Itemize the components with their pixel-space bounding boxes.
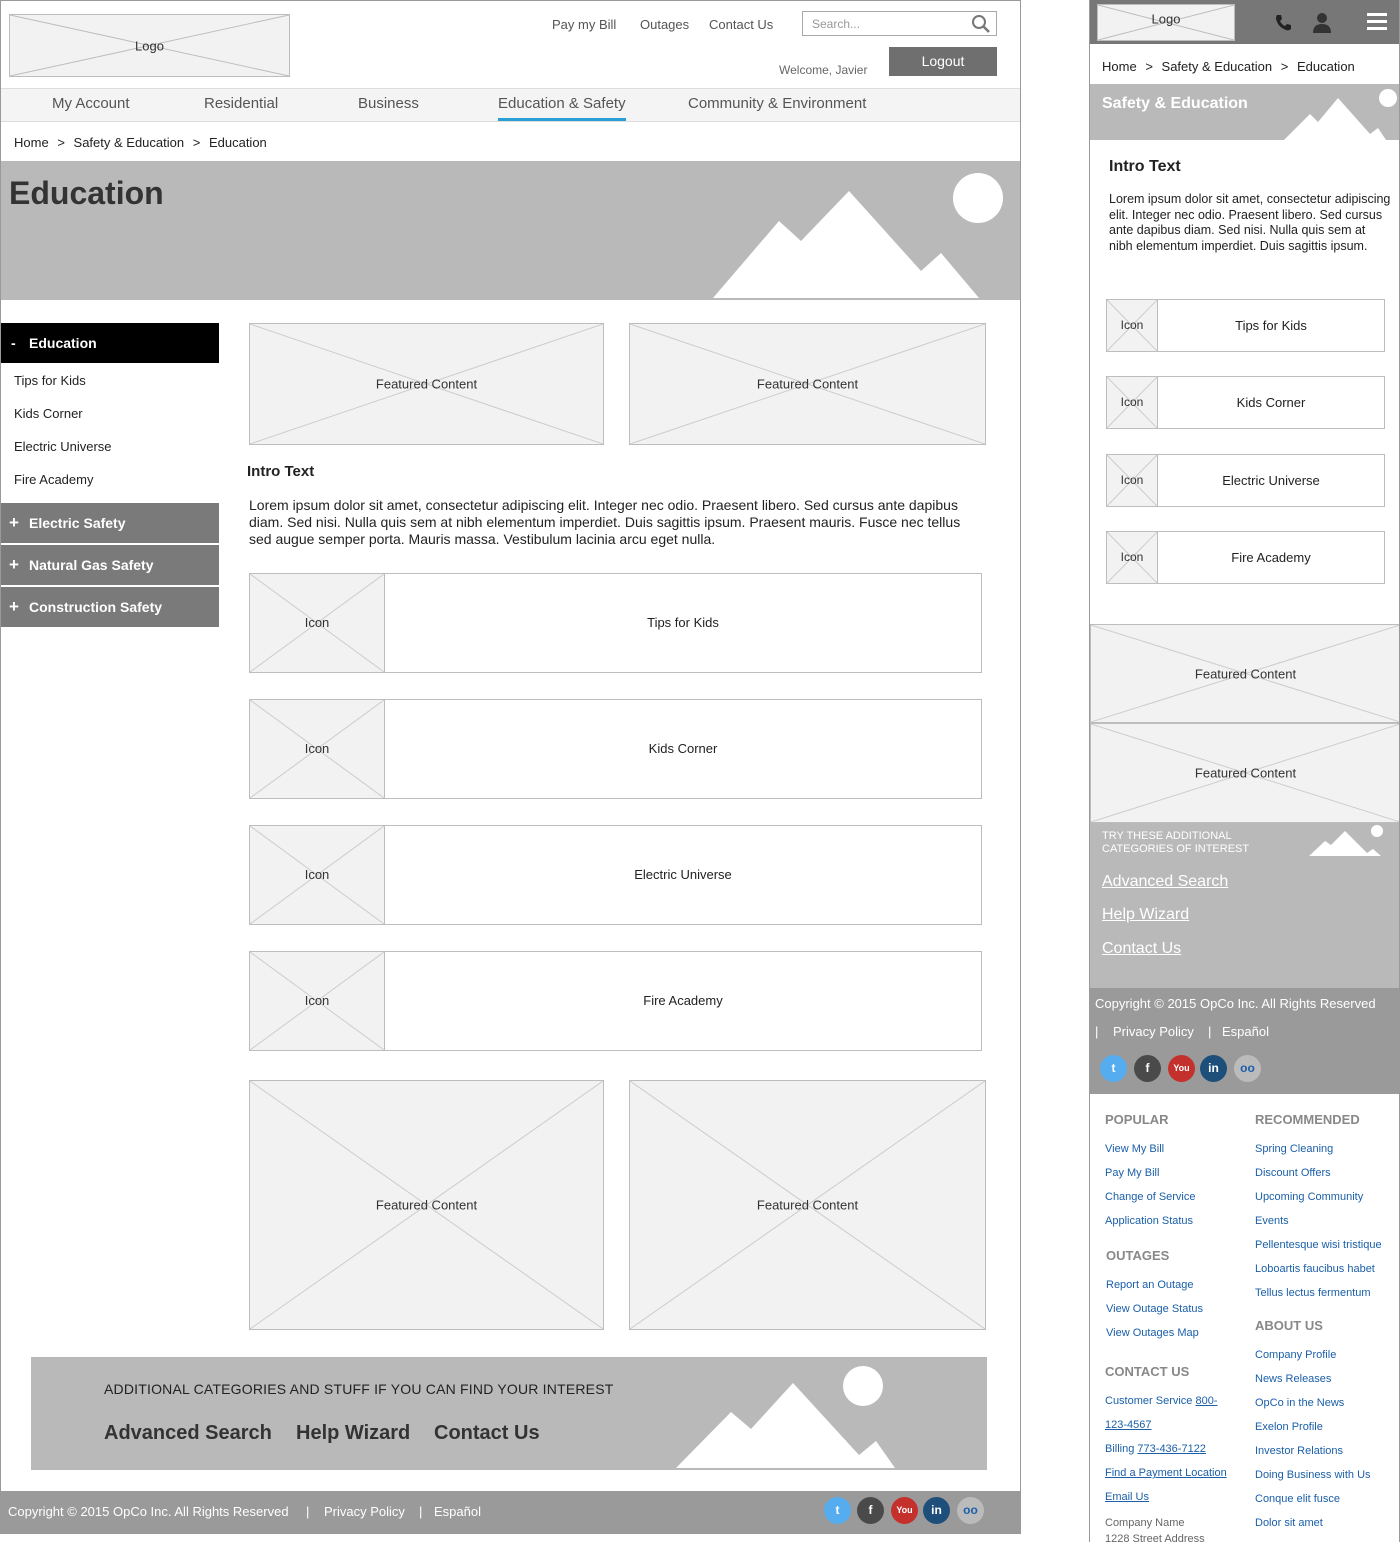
- sidebar-section-natural-gas-safety[interactable]: [1, 545, 219, 585]
- popular-title: POPULAR: [1105, 1112, 1169, 1127]
- company-address: 1228 Street Address: [1105, 1533, 1205, 1542]
- recommended-title: RECOMMENDED: [1255, 1112, 1360, 1127]
- crumb-home[interactable]: Home: [14, 135, 49, 150]
- additional-caption: ADDITIONAL CATEGORIES AND STUFF IF YOU CAN FIND YOUR INTEREST: [104, 1381, 614, 1397]
- intro-title: Intro Text: [1109, 158, 1181, 175]
- crumb-sep: >: [1280, 59, 1289, 74]
- list-item-tips-for-kids[interactable]: [1106, 299, 1385, 352]
- espanol-link[interactable]: Español: [434, 1504, 481, 1519]
- popular-column: [1105, 1112, 1245, 1233]
- company-name: Company Name: [1105, 1517, 1185, 1529]
- logo[interactable]: [1097, 4, 1235, 41]
- menu-icon[interactable]: [1366, 11, 1388, 33]
- crumb-current: Education: [208, 135, 267, 150]
- link-billing[interactable]: [1105, 1437, 1245, 1461]
- search-placeholder: Search...: [812, 17, 861, 31]
- link-customer-service[interactable]: [1105, 1389, 1245, 1413]
- mountain-image-icon: [701, 161, 1021, 300]
- hero-banner: [1, 161, 1021, 300]
- placeholder-image-icon: [250, 952, 385, 1050]
- sidebar-section-label: Electric Safety: [29, 515, 126, 531]
- expand-icon: +: [9, 597, 19, 616]
- facebook-icon[interactable]: f: [857, 1497, 884, 1524]
- about-title: ABOUT US: [1255, 1318, 1323, 1333]
- main-nav: [1, 88, 1021, 122]
- list-item-fire-academy[interactable]: [1106, 531, 1385, 584]
- flickr-icon[interactable]: oo: [1234, 1055, 1261, 1082]
- link-opco-in-news[interactable]: OpCo in the News: [1255, 1397, 1345, 1409]
- intro-title: Intro Text: [247, 463, 315, 480]
- icon-label: Icon: [1120, 318, 1144, 332]
- footer: [1, 1491, 1021, 1534]
- list-item-electric-universe[interactable]: [249, 825, 982, 925]
- sidebar-section-label: Construction Safety: [29, 599, 163, 615]
- twitter-icon[interactable]: t: [1100, 1055, 1127, 1082]
- featured-label: Featured Content: [375, 1197, 478, 1213]
- sidebar-section-construction-safety[interactable]: [1, 587, 219, 627]
- featured-label: Featured Content: [756, 376, 859, 392]
- footer-sep: |: [1208, 1024, 1212, 1039]
- espanol-link[interactable]: Español: [1222, 1024, 1269, 1039]
- placeholder-image-icon: [1107, 377, 1158, 428]
- linkedin-icon[interactable]: in: [1200, 1055, 1227, 1082]
- billing-phone[interactable]: 773-436-7122: [1137, 1443, 1206, 1455]
- featured-label: Featured Content: [756, 1197, 859, 1213]
- outages-link[interactable]: Outages: [640, 17, 690, 32]
- link-loboartis[interactable]: Loboartis faucibus habet: [1255, 1263, 1375, 1275]
- collapse-icon: -: [11, 335, 16, 351]
- link-view-outages-map[interactable]: View Outages Map: [1106, 1327, 1199, 1339]
- logo-label: Logo: [135, 38, 164, 53]
- mobile-wireframe: [1089, 0, 1400, 1542]
- expand-icon: +: [9, 555, 19, 574]
- crumb-sep: >: [1145, 59, 1153, 74]
- crumb-current: Education: [1296, 59, 1355, 74]
- contact-us-link[interactable]: Contact Us: [434, 1422, 540, 1444]
- icon-label: Icon: [1120, 473, 1144, 487]
- link-discount-offers[interactable]: Discount Offers: [1255, 1167, 1331, 1179]
- placeholder-image-icon: [250, 574, 385, 672]
- link-email-us[interactable]: [1105, 1485, 1245, 1509]
- sidebar-item-kids-corner[interactable]: Kids Corner: [14, 406, 83, 421]
- contact-title: CONTACT US: [1105, 1364, 1190, 1379]
- contact-us-link[interactable]: Contact Us: [1102, 940, 1182, 957]
- sidebar-item-tips-for-kids[interactable]: Tips for Kids: [14, 373, 86, 388]
- link-doing-business[interactable]: Doing Business with Us: [1255, 1469, 1371, 1481]
- logo[interactable]: [9, 14, 290, 77]
- link-payment-location[interactable]: [1105, 1461, 1245, 1485]
- outages-title: OUTAGES: [1106, 1248, 1170, 1263]
- featured-content[interactable]: [249, 1080, 604, 1330]
- link-exelon-profile[interactable]: Exelon Profile: [1255, 1421, 1323, 1433]
- mountain-image-icon: [1280, 84, 1400, 140]
- privacy-link[interactable]: Privacy Policy: [1113, 1024, 1194, 1039]
- icon-label: Icon: [304, 867, 330, 882]
- link-dolor-sit-amet[interactable]: Dolor sit amet: [1255, 1517, 1323, 1529]
- search-icon[interactable]: [971, 14, 991, 34]
- icon-label: Icon: [1120, 395, 1144, 409]
- crumb-safety[interactable]: Safety & Education: [1161, 59, 1273, 74]
- list-item-label: Kids Corner: [648, 741, 718, 756]
- icon-label: Icon: [304, 615, 330, 630]
- search-input[interactable]: [802, 11, 997, 36]
- link-upcoming-community[interactable]: Upcoming Community: [1255, 1191, 1364, 1203]
- copyright: Copyright © 2015 OpCo Inc. All Rights Reserved: [1095, 996, 1376, 1011]
- crumb-sep: >: [192, 135, 201, 150]
- footer: [1090, 988, 1400, 1094]
- list-item-label: Electric Universe: [634, 867, 732, 882]
- crumb-safety[interactable]: Safety & Education: [73, 135, 185, 150]
- breadcrumb: [14, 135, 272, 150]
- additional-caption: TRY THESE ADDITIONAL CATEGORIES OF INTEREST: [1102, 830, 1250, 855]
- link-spring-cleaning[interactable]: Spring Cleaning: [1255, 1143, 1334, 1155]
- crumb-home[interactable]: Home: [1102, 59, 1137, 74]
- email-us-text[interactable]: Email Us: [1105, 1491, 1150, 1503]
- sidebar-section-education[interactable]: [1, 323, 219, 363]
- breadcrumb: [1102, 59, 1360, 74]
- customer-service-label: Customer Service: [1105, 1395, 1193, 1407]
- featured-label: Featured Content: [1194, 765, 1297, 781]
- youtube-icon[interactable]: You: [891, 1497, 918, 1524]
- nav-community[interactable]: Community & Environment: [688, 95, 867, 112]
- mobile-header: [1090, 0, 1400, 44]
- pay-bill-link[interactable]: Pay my Bill: [552, 17, 617, 32]
- link-application-status[interactable]: Application Status: [1105, 1215, 1194, 1227]
- phone-icon[interactable]: [1274, 14, 1292, 32]
- icon-label: Icon: [304, 993, 330, 1008]
- help-wizard-link[interactable]: Help Wizard: [1102, 906, 1190, 923]
- user-icon[interactable]: [1312, 12, 1332, 34]
- link-news-releases[interactable]: News Releases: [1255, 1373, 1332, 1385]
- list-item-label: Fire Academy: [643, 993, 723, 1008]
- nav-residential[interactable]: Residential: [204, 95, 279, 112]
- billing-label: Billing: [1105, 1443, 1135, 1455]
- nav-education-safety[interactable]: Education & Safety: [498, 95, 626, 121]
- featured-content[interactable]: [1090, 624, 1400, 723]
- mountain-image-icon: [671, 1357, 987, 1470]
- placeholder-image-icon: [250, 826, 385, 924]
- featured-content[interactable]: [629, 323, 986, 445]
- featured-content[interactable]: [1090, 723, 1400, 823]
- sidebar-section-electric-safety[interactable]: [1, 503, 219, 543]
- list-item-label: Tips for Kids: [647, 615, 719, 630]
- placeholder-image-icon: [1107, 455, 1158, 506]
- sidebar-item-electric-universe[interactable]: Electric Universe: [14, 439, 112, 454]
- privacy-link[interactable]: Privacy Policy: [324, 1504, 405, 1519]
- logout-button[interactable]: Logout: [889, 47, 997, 76]
- list-item-label: Kids Corner: [1236, 395, 1306, 410]
- nav-my-account[interactable]: My Account: [52, 95, 130, 112]
- contact-column: [1105, 1364, 1245, 1542]
- footer-sep: |: [306, 1504, 310, 1519]
- copyright: Copyright © 2015 OpCo Inc. All Rights Reserved: [8, 1504, 289, 1519]
- featured-content[interactable]: [629, 1080, 986, 1330]
- cs-phone-part-2[interactable]: 123-4567: [1105, 1419, 1152, 1431]
- facebook-icon[interactable]: f: [1134, 1055, 1161, 1082]
- welcome-text: Welcome, Javier: [779, 63, 868, 77]
- featured-label: Featured Content: [375, 376, 478, 392]
- intro-text: Lorem ipsum dolor sit amet, consectetur adipiscing elit. Integer nec odio. Praesent libero. Sed cursus ante dapibus diam. Sed nisi. Nulla quis sem at nibh elementum imperdiet. Duis sagittis ipsum.: [1109, 192, 1391, 253]
- intro-text: Lorem ipsum dolor sit amet, consectetur adipiscing elit. Integer nec odio. Praesent libero. Sed cursus ante dapibus diam. Sed nisi. Nulla quis sem at nibh elementum imperdiet. Duis sagittis ipsum. Praesent mauris. Fusce nec tellus sed augue semper porta. Mauris massa. Vestibulum lacinia arcu eget nulla.: [249, 497, 961, 547]
- footer-links: [1090, 1094, 1400, 1542]
- list-item-label: Electric Universe: [1222, 473, 1320, 488]
- twitter-icon[interactable]: t: [824, 1497, 851, 1524]
- placeholder-image-icon: [250, 700, 385, 798]
- sidebar-section-label: Education: [29, 335, 97, 351]
- additional-categories: [1090, 823, 1400, 988]
- additional-categories: [31, 1357, 987, 1470]
- logo-label: Logo: [1151, 11, 1181, 27]
- expand-icon: +: [9, 513, 19, 532]
- page-title: Education: [9, 175, 164, 211]
- recommended-column: [1255, 1112, 1395, 1305]
- outages-column: [1106, 1248, 1246, 1345]
- list-item-tips-for-kids[interactable]: [249, 573, 982, 673]
- about-column: [1255, 1318, 1395, 1535]
- link-company-profile[interactable]: Company Profile: [1255, 1349, 1337, 1361]
- list-item-kids-corner[interactable]: [1106, 376, 1385, 429]
- list-item-label: Tips for Kids: [1235, 318, 1307, 333]
- crumb-sep: >: [57, 135, 65, 150]
- hero-banner: [1090, 84, 1400, 140]
- icon-label: Icon: [304, 741, 330, 756]
- hero-title: Safety & Education: [1102, 95, 1248, 112]
- advanced-search-link[interactable]: Advanced Search: [1102, 873, 1229, 890]
- flickr-icon[interactable]: oo: [957, 1497, 984, 1524]
- help-wizard-link[interactable]: Help Wizard: [296, 1422, 411, 1444]
- footer-sep: |: [419, 1504, 423, 1519]
- placeholder-image-icon: [1107, 300, 1158, 351]
- link-report-outage[interactable]: Report an Outage: [1106, 1279, 1194, 1291]
- sidebar-item-fire-academy[interactable]: Fire Academy: [14, 472, 94, 487]
- featured-label: Featured Content: [1194, 666, 1297, 681]
- link-cs-phone[interactable]: [1105, 1413, 1245, 1437]
- payment-location-text[interactable]: Find a Payment Location: [1105, 1467, 1227, 1479]
- icon-label: Icon: [1120, 550, 1144, 564]
- link-view-outage-status[interactable]: View Outage Status: [1106, 1303, 1204, 1315]
- advanced-search-link[interactable]: Advanced Search: [104, 1422, 272, 1444]
- link-pellentesque[interactable]: Pellentesque wisi tristique: [1255, 1239, 1382, 1251]
- nav-business[interactable]: Business: [358, 95, 419, 112]
- contact-link[interactable]: Contact Us: [709, 17, 774, 32]
- footer-sep: |: [1095, 1024, 1099, 1039]
- link-investor-relations[interactable]: Investor Relations: [1255, 1445, 1344, 1457]
- list-item-kids-corner[interactable]: [249, 699, 982, 799]
- linkedin-icon[interactable]: in: [923, 1497, 950, 1524]
- placeholder-image-icon: [1107, 532, 1158, 583]
- mountain-image-icon: [1305, 823, 1400, 859]
- list-item-electric-universe[interactable]: [1106, 454, 1385, 507]
- youtube-icon[interactable]: You: [1168, 1055, 1195, 1082]
- list-item-label: Fire Academy: [1231, 550, 1311, 565]
- link-conque-elit[interactable]: Conque elit fusce: [1255, 1493, 1340, 1505]
- featured-content[interactable]: [249, 323, 604, 445]
- sidebar-section-label: Natural Gas Safety: [29, 557, 154, 573]
- link-pay-my-bill[interactable]: Pay My Bill: [1105, 1167, 1160, 1179]
- cs-phone-part-1[interactable]: 800-: [1195, 1395, 1218, 1407]
- link-view-my-bill[interactable]: View My Bill: [1105, 1143, 1165, 1155]
- link-events[interactable]: Events: [1255, 1215, 1289, 1227]
- link-tellus[interactable]: Tellus lectus fermentum: [1255, 1287, 1371, 1299]
- link-change-of-service[interactable]: Change of Service: [1105, 1191, 1196, 1203]
- list-item-fire-academy[interactable]: [249, 951, 982, 1051]
